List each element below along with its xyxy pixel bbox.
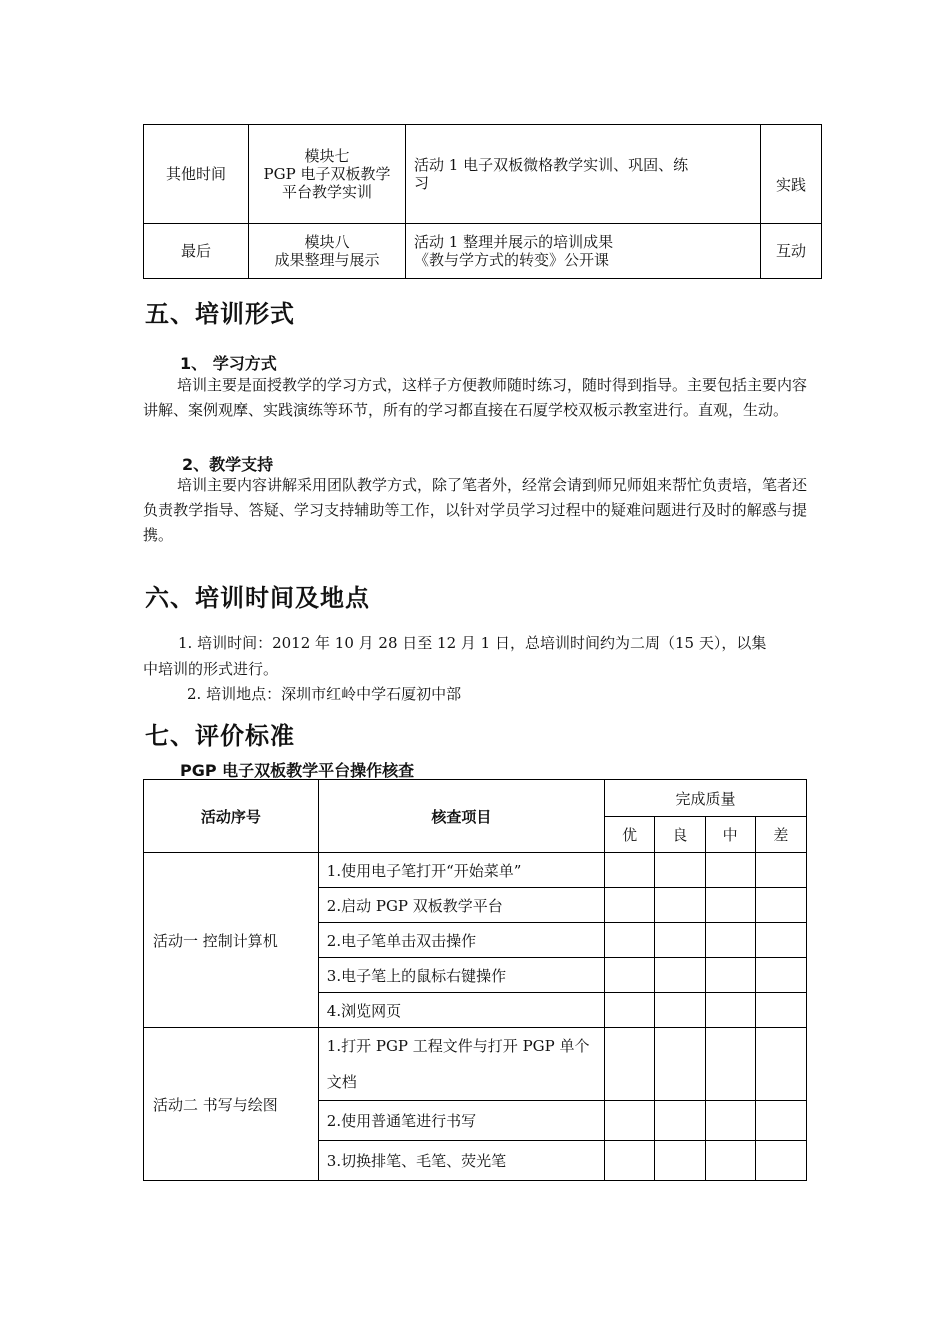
module-line: PGP 电子双板教学	[263, 165, 391, 183]
grade-cell	[605, 1028, 655, 1101]
subsection-teaching-support: 2、教学支持	[182, 455, 274, 474]
grade-cell	[605, 1101, 655, 1141]
grade-cell	[605, 1141, 655, 1181]
training-time-line-cont: 中培训的形式进行。	[143, 660, 279, 678]
table-row	[144, 1028, 807, 1101]
grade-cell	[705, 993, 755, 1028]
module-line: 模块七	[304, 147, 350, 165]
grade-cell	[605, 923, 655, 958]
schedule-time: 最后	[144, 224, 249, 279]
grade-cell	[755, 958, 806, 993]
check-item: 2.电子笔单击双击操作	[318, 923, 604, 958]
training-time-line: 1. 培训时间：2012 年 10 月 28 日至 12 月 1 日，总培训时间约为二周（15 天），以集	[178, 634, 767, 652]
grade-excellent: 优	[605, 817, 655, 853]
grade-cell	[655, 1141, 705, 1181]
header-quality: 完成质量	[605, 780, 807, 817]
grade-cell	[705, 1141, 755, 1181]
activity-line: 习	[414, 174, 430, 192]
grade-cell	[755, 993, 806, 1028]
teaching-support-paragraph: 培训主要内容讲解采用团队教学方式，除了笔者外，经常会请到师兄师姐来帮忙负责培，笔者还负责教学指导、答疑、学习支持辅助等工作，以针对学员学习过程中的疑难问题进行及时的解惑与提携。	[143, 476, 808, 544]
grade-cell	[705, 923, 755, 958]
grade-cell	[705, 958, 755, 993]
grade-cell	[705, 853, 755, 888]
table-header-row	[144, 780, 807, 817]
header-item: 核查项目	[318, 780, 604, 853]
grade-cell	[655, 853, 705, 888]
grade-cell	[705, 1101, 755, 1141]
grade-cell	[755, 853, 806, 888]
grade-cell	[605, 958, 655, 993]
section-7-title: 七、评价标准	[145, 722, 295, 750]
schedule-time: 其他时间	[144, 125, 249, 224]
module-line: 平台教学实训	[281, 183, 372, 201]
evaluation-table-title: PGP 电子双板教学平台操作核查	[180, 761, 415, 780]
grade-cell	[655, 1101, 705, 1141]
grade-cell	[655, 888, 705, 923]
activity-line: 《教与学方式的转变》公开课	[414, 251, 610, 269]
grade-cell	[755, 888, 806, 923]
table-row	[144, 125, 822, 224]
check-item: 2.使用普通笔进行书写	[318, 1101, 604, 1141]
grade-poor: 差	[755, 817, 806, 853]
schedule-table	[143, 124, 822, 279]
activity-cell: 活动二 书写与绘图	[144, 1028, 319, 1181]
grade-cell	[755, 1101, 806, 1141]
grade-cell	[655, 923, 705, 958]
module-line: 模块八	[304, 233, 350, 251]
section-6-title: 六、培训时间及地点	[145, 584, 370, 612]
schedule-activity	[406, 224, 761, 279]
grade-cell	[655, 1028, 705, 1101]
schedule-module	[249, 224, 406, 279]
check-item: 3.电子笔上的鼠标右键操作	[318, 958, 604, 993]
schedule-type: 互动	[761, 224, 822, 279]
grade-cell	[755, 923, 806, 958]
check-item: 1.打开 PGP 工程文件与打开 PGP 单个文档	[318, 1028, 604, 1101]
schedule-module	[249, 125, 406, 224]
check-item: 4.浏览网页	[318, 993, 604, 1028]
schedule-activity	[406, 125, 761, 224]
check-item: 3.切换排笔、毛笔、荧光笔	[318, 1141, 604, 1181]
training-location-line: 2. 培训地点：深圳市红岭中学石厦初中部	[187, 685, 462, 703]
schedule-type: 实践	[761, 125, 822, 224]
table-row	[144, 224, 822, 279]
header-activity: 活动序号	[144, 780, 319, 853]
activity-line: 活动 1 整理并展示的培训成果	[414, 233, 614, 251]
learning-mode-paragraph: 培训主要是面授教学的学习方式，这样子方便教师随时练习，随时得到指导。主要包括主要内容讲解、案例观摩、实践演练等环节，所有的学习都直接在石厦学校双板示教室进行。直观，生动。	[143, 376, 808, 419]
grade-cell	[605, 888, 655, 923]
check-item: 1.使用电子笔打开“开始菜单”	[318, 853, 604, 888]
activity-cell: 活动一 控制计算机	[144, 853, 319, 1028]
activity-line: 活动 1 电子双板微格教学实训、巩固、练	[414, 156, 689, 174]
grade-cell	[755, 1141, 806, 1181]
grade-good: 良	[655, 817, 705, 853]
section-5-title: 五、培训形式	[145, 300, 295, 328]
evaluation-table	[143, 779, 807, 1181]
check-item: 2.启动 PGP 双板教学平台	[318, 888, 604, 923]
grade-average: 中	[705, 817, 755, 853]
grade-cell	[755, 1028, 806, 1101]
grade-cell	[605, 993, 655, 1028]
grade-cell	[705, 1028, 755, 1101]
grade-cell	[655, 993, 705, 1028]
grade-cell	[605, 853, 655, 888]
subsection-learning-mode: 1、 学习方式	[180, 354, 277, 373]
grade-cell	[705, 888, 755, 923]
grade-cell	[655, 958, 705, 993]
table-row	[144, 853, 807, 888]
module-line: 成果整理与展示	[274, 251, 380, 269]
